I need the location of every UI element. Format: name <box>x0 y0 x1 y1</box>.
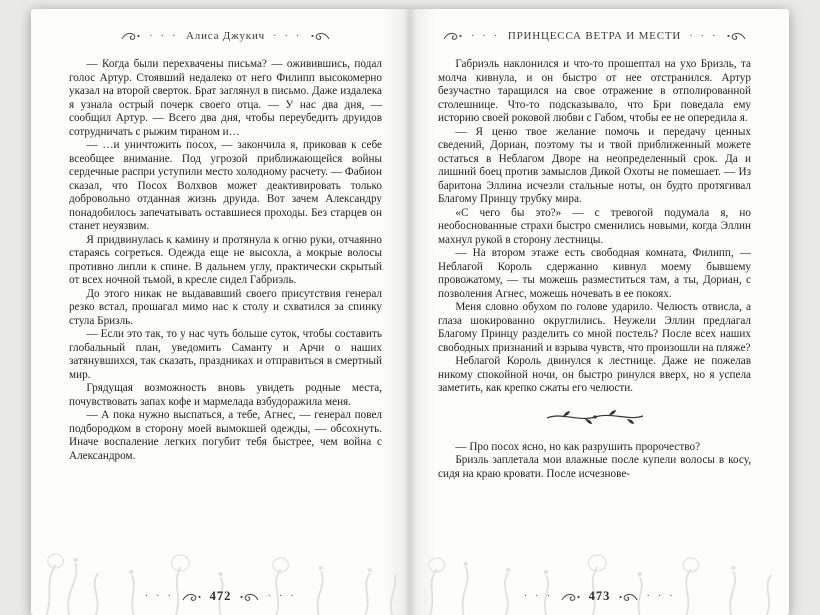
running-head-author <box>69 27 382 45</box>
running-head-title <box>438 27 751 45</box>
paragraph: «С чего бы это?» — с тревогой подумала я, но необоснованные страхи быстро сменились новыми, когда Эллин махнул рукой в сторону лестницы. <box>438 206 751 246</box>
swirl-flourish-icon <box>121 31 141 41</box>
right-page-text <box>438 58 751 481</box>
paragraph: — Если это так, то у нас чуть больше суток, чтобы составить глобальный план, уведомить Саманту и Арчи о наших затянувшихся, так сказать, праздниках и отправиться в смертный мир. <box>69 328 382 381</box>
paragraph: — На втором этаже есть свободная комната, Филипп, — Неблагой Король сдержанно кивнул моему бывшему провожатому, — ты можешь разместиться там, а ты, Дориан, с позволения Агнес, можешь ночевать в ее покоях. <box>438 247 751 300</box>
left-page-footer <box>31 589 410 604</box>
paragraph: Меня словно обухом по голове ударило. Челюсть отвисла, а глаза шокированно округлились. Неужели Эллин предлагал Благому Принцу разделить со мной постель? После всех наших свободных признаний и взрыва чувств, что произошли на пляже? <box>438 301 751 354</box>
ornament-dots: · · · <box>149 29 179 42</box>
paragraph: — А пока нужно выспаться, а тебе, Агнес, — генерал повел подбородком в сторону моей вымокшей одежды, — обсохнуть. Иначе воспаление легких погубит тебя быстрее, чем война с Александром. <box>69 409 382 462</box>
ornament-dots: · · · <box>689 29 719 42</box>
right-page-footer <box>410 589 789 604</box>
book-spread <box>31 9 789 615</box>
author-name: Алиса Джукич <box>186 30 265 42</box>
paragraph: — Я ценю твое желание помочь и передачу ценных сведений, Дориан, поэтому ты и твой приближенный можете остаться в Неблагом Дворе на неопределенный срок. Да и лишний боец против замыслов Дикой Охоты не помешает. — Из баритона Эллина исчезли стальные ноты, он будто протягивал Благому Принцу трубку мира. <box>438 125 751 205</box>
paragraph: Габриэль наклонился и что-то прошептал на ухо Бризль, та молча кивнула, и он быстро от нее отстранился. Артур безучастно таращился на свое отражение в отполированной столешнице. Что-то подсказывало, что Бри поведала ему историю своей роковой любви с Габом, чтобы ее не опередила я. <box>438 58 751 124</box>
page-number: 472 <box>209 589 232 603</box>
page-number: 473 <box>588 589 611 603</box>
swirl-flourish-icon <box>561 592 581 602</box>
swirl-flourish-icon <box>310 31 330 41</box>
paragraph: Бризль заплетала мои влажные после купели волосы в косу, сидя на краю кровати. После исчезнове- <box>438 454 751 480</box>
paragraph: Я придвинулась к камину и протянула к огню руки, отчаянно стараясь согреться. Одежда еще не высохла, а мокрые волосы противно липли к спине. В дальнем углу, практически скрытый от всех ночной тьмой, в кресле сидел Габриэль. <box>69 233 382 286</box>
swirl-flourish-icon <box>182 592 202 602</box>
paragraph: — Когда были перехвачены письма? — оживившись, подал голос Артур. Стоявший недалеко от него Филипп высокомерно указал на второй сверток. Брат заглянул в письмо. Даже издалека я узнала острый почерк своего отца. — У нас два дня, — сообщил Артур. — Всего два дня, чтобы переубедить друидов сотрудничать с рыжим тираном и… <box>69 58 382 138</box>
paragraph: — Про посох ясно, но как разрушить пророчество? <box>455 440 701 453</box>
ornament-dots: · · · <box>144 590 174 602</box>
paragraph: Грядущая возможность вновь увидеть родные места, почувствовать запах кофе и мармелада взбудоражила меня. <box>69 382 382 408</box>
ornament-dots: · · · <box>272 29 302 42</box>
paragraph: — …и уничтожить посох, — закончила я, приковав к себе всеобщее внимание. Под угрозой приближающейся войны сердечные распри уступили место холодному расчету. — Фабион сказал, что Посох Волхвов может деактивировать только добровольно отданная жизнь друида. Вот зачем Александру понадобилось запечатывать оставшиеся проходы. Без старцев он станет неуязвим. <box>69 139 382 232</box>
left-page <box>31 9 410 615</box>
book-title: ПРИНЦЕССА ВЕТРА И МЕСТИ <box>507 30 682 42</box>
swirl-flourish-icon <box>726 31 746 41</box>
left-page-text <box>69 58 382 463</box>
swirl-flourish-icon <box>443 31 463 41</box>
right-page <box>410 9 789 615</box>
section-divider <box>438 409 751 430</box>
ornament-dots: · · · <box>523 590 553 602</box>
ornament-dots: · · · <box>470 29 500 42</box>
paragraph: Неблагой Король двинулся к лестнице. Даже не пожелав никому спокойной ночи, он быстро ринулся вверх, но я успела заметить, как крепко сжаты его челюсти. <box>438 355 751 394</box>
branch-flourish-icon <box>543 409 647 430</box>
paragraph: До этого никак не выдававший своего присутствия генерал резко встал, прошагал мимо нас к столу и схватился за спинку стула Бризль. <box>69 287 382 327</box>
ornament-dots: · · · <box>646 590 676 602</box>
swirl-flourish-icon <box>239 592 259 602</box>
ornament-dots: · · · <box>267 590 297 602</box>
swirl-flourish-icon <box>618 592 638 602</box>
